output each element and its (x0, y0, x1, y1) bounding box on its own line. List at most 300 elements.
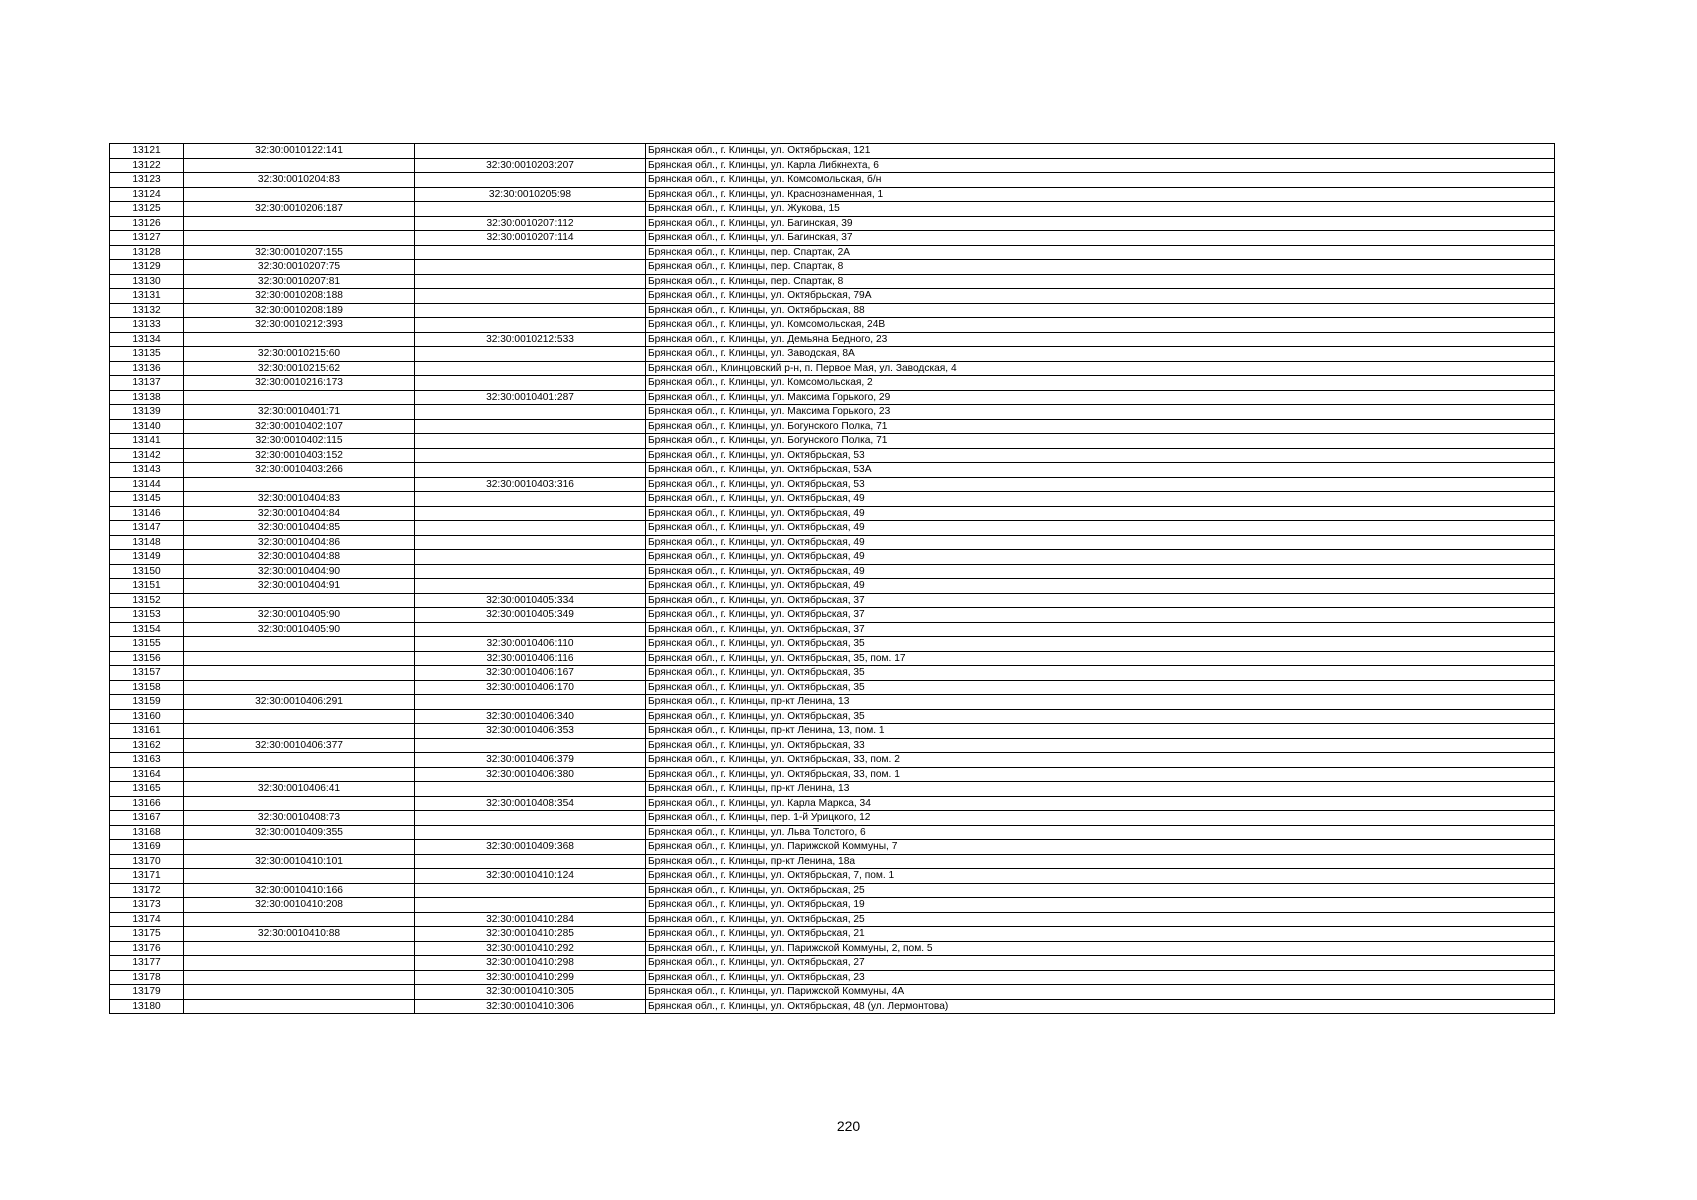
row-number-cell: 13126 (110, 216, 184, 231)
table-row (110, 854, 1555, 869)
cadastral-number-alt-cell (415, 419, 646, 434)
cadastral-number-alt-cell (415, 898, 646, 913)
page-number: 220 (836, 1118, 861, 1134)
table-row (110, 187, 1555, 202)
row-number-cell: 13124 (110, 187, 184, 202)
table-row (110, 579, 1555, 594)
cadastral-number-cell: 32:30:0010410:101 (184, 854, 415, 869)
row-number-cell: 13177 (110, 956, 184, 971)
address-cell: Брянская обл., г. Клинцы, пр-кт Ленина, 13 (646, 782, 1555, 797)
row-number-cell: 13147 (110, 521, 184, 536)
registry-table-body (110, 144, 1555, 1014)
cadastral-number-cell: 32:30:0010403:266 (184, 463, 415, 478)
table-row (110, 303, 1555, 318)
address-cell: Брянская обл., г. Клинцы, ул. Октябрьская, 49 (646, 550, 1555, 565)
address-cell: Брянская обл., г. Клинцы, ул. Октябрьская, 33 (646, 738, 1555, 753)
address-cell: Брянская обл., г. Клинцы, ул. Октябрьская, 37 (646, 608, 1555, 623)
table-row (110, 753, 1555, 768)
address-cell: Брянская обл., г. Клинцы, ул. Комсомольская, 2 (646, 376, 1555, 391)
cadastral-number-cell: 32:30:0010216:173 (184, 376, 415, 391)
cadastral-number-cell: 32:30:0010404:91 (184, 579, 415, 594)
table-row (110, 724, 1555, 739)
cadastral-number-cell (184, 709, 415, 724)
cadastral-number-alt-cell (415, 535, 646, 550)
address-cell: Брянская обл., г. Клинцы, ул. Октябрьская, 121 (646, 144, 1555, 159)
cadastral-number-cell: 32:30:0010406:377 (184, 738, 415, 753)
row-number-cell: 13173 (110, 898, 184, 913)
row-number-cell: 13161 (110, 724, 184, 739)
row-number-cell: 13150 (110, 564, 184, 579)
address-cell: Брянская обл., г. Клинцы, ул. Комсомольская, 24В (646, 318, 1555, 333)
address-cell: Брянская обл., г. Клинцы, ул. Октябрьская, 7, пом. 1 (646, 869, 1555, 884)
table-row (110, 956, 1555, 971)
cadastral-number-alt-cell: 32:30:0010410:284 (415, 912, 646, 927)
row-number-cell: 13135 (110, 347, 184, 362)
cadastral-number-alt-cell: 32:30:0010205:98 (415, 187, 646, 202)
address-cell: Брянская обл., г. Клинцы, ул. Октябрьская, 49 (646, 564, 1555, 579)
cadastral-number-alt-cell (415, 463, 646, 478)
address-cell: Брянская обл., г. Клинцы, пер. Спартак, 8 (646, 260, 1555, 275)
address-cell: Брянская обл., г. Клинцы, ул. Льва Толстого, 6 (646, 825, 1555, 840)
address-cell: Брянская обл., г. Клинцы, ул. Багинская, 37 (646, 231, 1555, 246)
row-number-cell: 13136 (110, 361, 184, 376)
cadastral-number-cell: 32:30:0010208:189 (184, 303, 415, 318)
table-row (110, 608, 1555, 623)
cadastral-number-alt-cell: 32:30:0010405:334 (415, 593, 646, 608)
table-row (110, 405, 1555, 420)
table-row (110, 999, 1555, 1014)
table-row (110, 970, 1555, 985)
cadastral-number-alt-cell (415, 376, 646, 391)
cadastral-number-cell: 32:30:0010215:62 (184, 361, 415, 376)
table-row (110, 666, 1555, 681)
table-row (110, 651, 1555, 666)
cadastral-number-alt-cell: 32:30:0010406:340 (415, 709, 646, 724)
row-number-cell: 13142 (110, 448, 184, 463)
row-number-cell: 13171 (110, 869, 184, 884)
table-row (110, 941, 1555, 956)
table-row (110, 477, 1555, 492)
address-cell: Брянская обл., г. Клинцы, ул. Октябрьская, 35 (646, 637, 1555, 652)
address-cell: Брянская обл., г. Клинцы, пер. Спартак, 2А (646, 245, 1555, 260)
address-cell: Брянская обл., г. Клинцы, ул. Парижской Коммуны, 7 (646, 840, 1555, 855)
address-cell: Брянская обл., г. Клинцы, ул. Октябрьская, 35, пом. 17 (646, 651, 1555, 666)
table-row (110, 361, 1555, 376)
address-cell: Брянская обл., г. Клинцы, ул. Богунского Полка, 71 (646, 419, 1555, 434)
cadastral-number-cell: 32:30:0010402:107 (184, 419, 415, 434)
address-cell: Брянская обл., г. Клинцы, ул. Октябрьская, 79А (646, 289, 1555, 304)
table-row (110, 898, 1555, 913)
row-number-cell: 13129 (110, 260, 184, 275)
row-number-cell: 13128 (110, 245, 184, 260)
cadastral-number-alt-cell: 32:30:0010406:167 (415, 666, 646, 681)
table-row (110, 463, 1555, 478)
row-number-cell: 13179 (110, 985, 184, 1000)
cadastral-number-alt-cell: 32:30:0010410:299 (415, 970, 646, 985)
cadastral-number-cell (184, 680, 415, 695)
row-number-cell: 13170 (110, 854, 184, 869)
address-cell: Брянская обл., г. Клинцы, ул. Октябрьская, 37 (646, 593, 1555, 608)
registry-table (109, 143, 1555, 1014)
cadastral-number-alt-cell: 32:30:0010207:114 (415, 231, 646, 246)
cadastral-number-alt-cell (415, 506, 646, 521)
cadastral-number-alt-cell (415, 782, 646, 797)
cadastral-number-cell (184, 999, 415, 1014)
cadastral-number-cell: 32:30:0010403:152 (184, 448, 415, 463)
table-row (110, 347, 1555, 362)
address-cell: Брянская обл., г. Клинцы, ул. Октябрьская, 88 (646, 303, 1555, 318)
table-row (110, 260, 1555, 275)
cadastral-number-cell (184, 216, 415, 231)
row-number-cell: 13148 (110, 535, 184, 550)
cadastral-number-alt-cell: 32:30:0010410:285 (415, 927, 646, 942)
row-number-cell: 13144 (110, 477, 184, 492)
table-row (110, 680, 1555, 695)
cadastral-number-cell (184, 941, 415, 956)
table-row (110, 376, 1555, 391)
table-row (110, 869, 1555, 884)
cadastral-number-cell (184, 970, 415, 985)
address-cell: Брянская обл., г. Клинцы, ул. Заводская, 8А (646, 347, 1555, 362)
address-cell: Брянская обл., г. Клинцы, ул. Парижской Коммуны, 2, пом. 5 (646, 941, 1555, 956)
cadastral-number-cell: 32:30:0010402:115 (184, 434, 415, 449)
row-number-cell: 13149 (110, 550, 184, 565)
cadastral-number-cell (184, 956, 415, 971)
address-cell: Брянская обл., г. Клинцы, ул. Октябрьская, 33, пом. 1 (646, 767, 1555, 782)
cadastral-number-alt-cell: 32:30:0010405:349 (415, 608, 646, 623)
cadastral-number-alt-cell: 32:30:0010406:353 (415, 724, 646, 739)
cadastral-number-alt-cell: 32:30:0010406:110 (415, 637, 646, 652)
cadastral-number-cell: 32:30:0010208:188 (184, 289, 415, 304)
cadastral-number-alt-cell (415, 361, 646, 376)
cadastral-number-alt-cell: 32:30:0010408:354 (415, 796, 646, 811)
cadastral-number-cell: 32:30:0010206:187 (184, 202, 415, 217)
table-row (110, 709, 1555, 724)
row-number-cell: 13151 (110, 579, 184, 594)
address-cell: Брянская обл., г. Клинцы, ул. Богунского Полка, 71 (646, 434, 1555, 449)
table-row (110, 448, 1555, 463)
table-row (110, 927, 1555, 942)
table-row (110, 985, 1555, 1000)
cadastral-number-cell (184, 869, 415, 884)
address-cell: Брянская обл., г. Клинцы, пр-кт Ленина, 18а (646, 854, 1555, 869)
table-row (110, 492, 1555, 507)
cadastral-number-alt-cell (415, 550, 646, 565)
cadastral-number-cell (184, 651, 415, 666)
row-number-cell: 13174 (110, 912, 184, 927)
cadastral-number-cell: 32:30:0010122:141 (184, 144, 415, 159)
cadastral-number-cell: 32:30:0010404:85 (184, 521, 415, 536)
row-number-cell: 13134 (110, 332, 184, 347)
cadastral-number-cell: 32:30:0010207:75 (184, 260, 415, 275)
cadastral-number-alt-cell: 32:30:0010212:533 (415, 332, 646, 347)
row-number-cell: 13158 (110, 680, 184, 695)
table-row (110, 506, 1555, 521)
address-cell: Брянская обл., г. Клинцы, ул. Октябрьская, 53 (646, 477, 1555, 492)
table-row (110, 782, 1555, 797)
table-row (110, 144, 1555, 159)
table-row (110, 202, 1555, 217)
cadastral-number-cell: 32:30:0010410:208 (184, 898, 415, 913)
cadastral-number-cell (184, 985, 415, 1000)
table-row (110, 825, 1555, 840)
cadastral-number-alt-cell: 32:30:0010406:170 (415, 680, 646, 695)
address-cell: Брянская обл., г. Клинцы, ул. Максима Горького, 23 (646, 405, 1555, 420)
cadastral-number-cell (184, 796, 415, 811)
row-number-cell: 13138 (110, 390, 184, 405)
row-number-cell: 13121 (110, 144, 184, 159)
cadastral-number-cell: 32:30:0010404:90 (184, 564, 415, 579)
cadastral-number-alt-cell (415, 448, 646, 463)
cadastral-number-cell (184, 158, 415, 173)
address-cell: Брянская обл., г. Клинцы, ул. Октябрьская, 23 (646, 970, 1555, 985)
row-number-cell: 13157 (110, 666, 184, 681)
address-cell: Брянская обл., г. Клинцы, ул. Октябрьская, 49 (646, 492, 1555, 507)
cadastral-number-cell: 32:30:0010406:41 (184, 782, 415, 797)
cadastral-number-alt-cell (415, 825, 646, 840)
table-row (110, 332, 1555, 347)
address-cell: Брянская обл., г. Клинцы, ул. Комсомольская, б/н (646, 173, 1555, 188)
cadastral-number-alt-cell (415, 405, 646, 420)
cadastral-number-cell (184, 593, 415, 608)
address-cell: Брянская обл., г. Клинцы, пер. 1-й Урицкого, 12 (646, 811, 1555, 826)
cadastral-number-alt-cell (415, 274, 646, 289)
address-cell: Брянская обл., г. Клинцы, ул. Октябрьская, 35 (646, 680, 1555, 695)
row-number-cell: 13168 (110, 825, 184, 840)
cadastral-number-alt-cell: 32:30:0010410:292 (415, 941, 646, 956)
address-cell: Брянская обл., г. Клинцы, ул. Максима Горького, 29 (646, 390, 1555, 405)
address-cell: Брянская обл., г. Клинцы, ул. Октябрьская, 49 (646, 579, 1555, 594)
table-row (110, 593, 1555, 608)
cadastral-number-cell (184, 912, 415, 927)
table-row (110, 274, 1555, 289)
address-cell: Брянская обл., г. Клинцы, ул. Октябрьская, 25 (646, 883, 1555, 898)
row-number-cell: 13153 (110, 608, 184, 623)
row-number-cell: 13139 (110, 405, 184, 420)
table-row (110, 173, 1555, 188)
table-row (110, 434, 1555, 449)
cadastral-number-alt-cell (415, 492, 646, 507)
cadastral-number-cell: 32:30:0010212:393 (184, 318, 415, 333)
address-cell: Брянская обл., г. Клинцы, ул. Октябрьская, 49 (646, 521, 1555, 536)
cadastral-number-alt-cell: 32:30:0010406:380 (415, 767, 646, 782)
cadastral-number-alt-cell: 32:30:0010409:368 (415, 840, 646, 855)
cadastral-number-alt-cell (415, 854, 646, 869)
cadastral-number-cell: 32:30:0010408:73 (184, 811, 415, 826)
cadastral-number-alt-cell (415, 202, 646, 217)
row-number-cell: 13152 (110, 593, 184, 608)
row-number-cell: 13133 (110, 318, 184, 333)
address-cell: Брянская обл., Клинцовский р-н, п. Первое Мая, ул. Заводская, 4 (646, 361, 1555, 376)
address-cell: Брянская обл., г. Клинцы, ул. Октябрьская, 35 (646, 666, 1555, 681)
cadastral-number-alt-cell: 32:30:0010203:207 (415, 158, 646, 173)
cadastral-number-cell (184, 231, 415, 246)
table-row (110, 521, 1555, 536)
table-row (110, 883, 1555, 898)
address-cell: Брянская обл., г. Клинцы, ул. Октябрьская, 25 (646, 912, 1555, 927)
address-cell: Брянская обл., г. Клинцы, ул. Багинская, 39 (646, 216, 1555, 231)
address-cell: Брянская обл., г. Клинцы, ул. Парижской Коммуны, 4А (646, 985, 1555, 1000)
address-cell: Брянская обл., г. Клинцы, ул. Демьяна Бедного, 23 (646, 332, 1555, 347)
row-number-cell: 13141 (110, 434, 184, 449)
cadastral-number-cell: 32:30:0010401:71 (184, 405, 415, 420)
row-number-cell: 13122 (110, 158, 184, 173)
row-number-cell: 13130 (110, 274, 184, 289)
cadastral-number-cell (184, 187, 415, 202)
row-number-cell: 13125 (110, 202, 184, 217)
row-number-cell: 13137 (110, 376, 184, 391)
table-row (110, 158, 1555, 173)
cadastral-number-alt-cell (415, 173, 646, 188)
table-row (110, 390, 1555, 405)
address-cell: Брянская обл., г. Клинцы, ул. Карла Либкнехта, 6 (646, 158, 1555, 173)
address-cell: Брянская обл., г. Клинцы, ул. Октябрьская, 53 (646, 448, 1555, 463)
cadastral-number-alt-cell: 32:30:0010406:116 (415, 651, 646, 666)
row-number-cell: 13165 (110, 782, 184, 797)
table-row (110, 231, 1555, 246)
cadastral-number-cell: 32:30:0010207:81 (184, 274, 415, 289)
cadastral-number-cell (184, 753, 415, 768)
address-cell: Брянская обл., г. Клинцы, пр-кт Ленина, 13, пом. 1 (646, 724, 1555, 739)
cadastral-number-alt-cell (415, 622, 646, 637)
row-number-cell: 13169 (110, 840, 184, 855)
cadastral-number-cell: 32:30:0010410:166 (184, 883, 415, 898)
cadastral-number-alt-cell (415, 564, 646, 579)
row-number-cell: 13156 (110, 651, 184, 666)
table-row (110, 318, 1555, 333)
table-row (110, 738, 1555, 753)
cadastral-number-cell: 32:30:0010207:155 (184, 245, 415, 260)
row-number-cell: 13163 (110, 753, 184, 768)
row-number-cell: 13155 (110, 637, 184, 652)
row-number-cell: 13140 (110, 419, 184, 434)
row-number-cell: 13172 (110, 883, 184, 898)
cadastral-number-cell: 32:30:0010404:86 (184, 535, 415, 550)
cadastral-number-alt-cell (415, 318, 646, 333)
cadastral-number-cell: 32:30:0010215:60 (184, 347, 415, 362)
cadastral-number-alt-cell (415, 695, 646, 710)
cadastral-number-alt-cell (415, 303, 646, 318)
row-number-cell: 13145 (110, 492, 184, 507)
cadastral-number-cell: 32:30:0010406:291 (184, 695, 415, 710)
cadastral-number-alt-cell: 32:30:0010410:306 (415, 999, 646, 1014)
address-cell: Брянская обл., г. Клинцы, ул. Октябрьская, 53А (646, 463, 1555, 478)
cadastral-number-alt-cell: 32:30:0010410:298 (415, 956, 646, 971)
cadastral-number-alt-cell (415, 245, 646, 260)
table-row (110, 564, 1555, 579)
table-row (110, 245, 1555, 260)
cadastral-number-alt-cell (415, 738, 646, 753)
row-number-cell: 13166 (110, 796, 184, 811)
table-row (110, 637, 1555, 652)
table-row (110, 550, 1555, 565)
address-cell: Брянская обл., г. Клинцы, пр-кт Ленина, 13 (646, 695, 1555, 710)
cadastral-number-alt-cell (415, 347, 646, 362)
table-row (110, 767, 1555, 782)
cadastral-number-alt-cell (415, 579, 646, 594)
row-number-cell: 13127 (110, 231, 184, 246)
cadastral-number-alt-cell: 32:30:0010403:316 (415, 477, 646, 492)
cadastral-number-cell (184, 332, 415, 347)
address-cell: Брянская обл., г. Клинцы, ул. Октябрьская, 48 (ул. Лермонтова) (646, 999, 1555, 1014)
row-number-cell: 13143 (110, 463, 184, 478)
address-cell: Брянская обл., г. Клинцы, ул. Октябрьская, 49 (646, 506, 1555, 521)
table-row (110, 695, 1555, 710)
row-number-cell: 13123 (110, 173, 184, 188)
address-cell: Брянская обл., г. Клинцы, ул. Октябрьская, 21 (646, 927, 1555, 942)
address-cell: Брянская обл., г. Клинцы, ул. Октябрьская, 33, пом. 2 (646, 753, 1555, 768)
cadastral-number-cell (184, 767, 415, 782)
row-number-cell: 13154 (110, 622, 184, 637)
cadastral-number-cell: 32:30:0010404:88 (184, 550, 415, 565)
row-number-cell: 13167 (110, 811, 184, 826)
table-row (110, 811, 1555, 826)
address-cell: Брянская обл., г. Клинцы, ул. Октябрьская, 27 (646, 956, 1555, 971)
cadastral-number-cell (184, 637, 415, 652)
row-number-cell: 13132 (110, 303, 184, 318)
cadastral-number-cell: 32:30:0010404:83 (184, 492, 415, 507)
address-cell: Брянская обл., г. Клинцы, ул. Карла Маркса, 34 (646, 796, 1555, 811)
cadastral-number-cell: 32:30:0010405:90 (184, 608, 415, 623)
cadastral-number-alt-cell (415, 811, 646, 826)
address-cell: Брянская обл., г. Клинцы, ул. Октябрьская, 49 (646, 535, 1555, 550)
cadastral-number-cell: 32:30:0010409:355 (184, 825, 415, 840)
table-row (110, 796, 1555, 811)
row-number-cell: 13159 (110, 695, 184, 710)
row-number-cell: 13131 (110, 289, 184, 304)
row-number-cell: 13180 (110, 999, 184, 1014)
table-row (110, 840, 1555, 855)
table-row (110, 535, 1555, 550)
table-row (110, 912, 1555, 927)
cadastral-number-cell: 32:30:0010410:88 (184, 927, 415, 942)
row-number-cell: 13178 (110, 970, 184, 985)
row-number-cell: 13162 (110, 738, 184, 753)
cadastral-number-alt-cell (415, 883, 646, 898)
address-cell: Брянская обл., г. Клинцы, ул. Октябрьская, 37 (646, 622, 1555, 637)
cadastral-number-cell (184, 390, 415, 405)
table-row (110, 216, 1555, 231)
cadastral-number-alt-cell: 32:30:0010410:124 (415, 869, 646, 884)
row-number-cell: 13146 (110, 506, 184, 521)
row-number-cell: 13160 (110, 709, 184, 724)
row-number-cell: 13175 (110, 927, 184, 942)
cadastral-number-alt-cell: 32:30:0010207:112 (415, 216, 646, 231)
cadastral-number-cell: 32:30:0010204:83 (184, 173, 415, 188)
table-row (110, 289, 1555, 304)
table-row (110, 419, 1555, 434)
cadastral-number-cell: 32:30:0010404:84 (184, 506, 415, 521)
table-row (110, 622, 1555, 637)
cadastral-number-cell (184, 840, 415, 855)
address-cell: Брянская обл., г. Клинцы, ул. Краснознаменная, 1 (646, 187, 1555, 202)
row-number-cell: 13164 (110, 767, 184, 782)
cadastral-number-cell: 32:30:0010405:90 (184, 622, 415, 637)
address-cell: Брянская обл., г. Клинцы, ул. Жукова, 15 (646, 202, 1555, 217)
cadastral-number-alt-cell (415, 521, 646, 536)
address-cell: Брянская обл., г. Клинцы, пер. Спартак, 8 (646, 274, 1555, 289)
cadastral-number-alt-cell (415, 434, 646, 449)
cadastral-number-cell (184, 666, 415, 681)
cadastral-number-alt-cell (415, 144, 646, 159)
cadastral-number-alt-cell: 32:30:0010410:305 (415, 985, 646, 1000)
row-number-cell: 13176 (110, 941, 184, 956)
cadastral-number-cell (184, 724, 415, 739)
cadastral-number-alt-cell (415, 260, 646, 275)
cadastral-number-alt-cell: 32:30:0010406:379 (415, 753, 646, 768)
address-cell: Брянская обл., г. Клинцы, ул. Октябрьская, 35 (646, 709, 1555, 724)
cadastral-number-cell (184, 477, 415, 492)
